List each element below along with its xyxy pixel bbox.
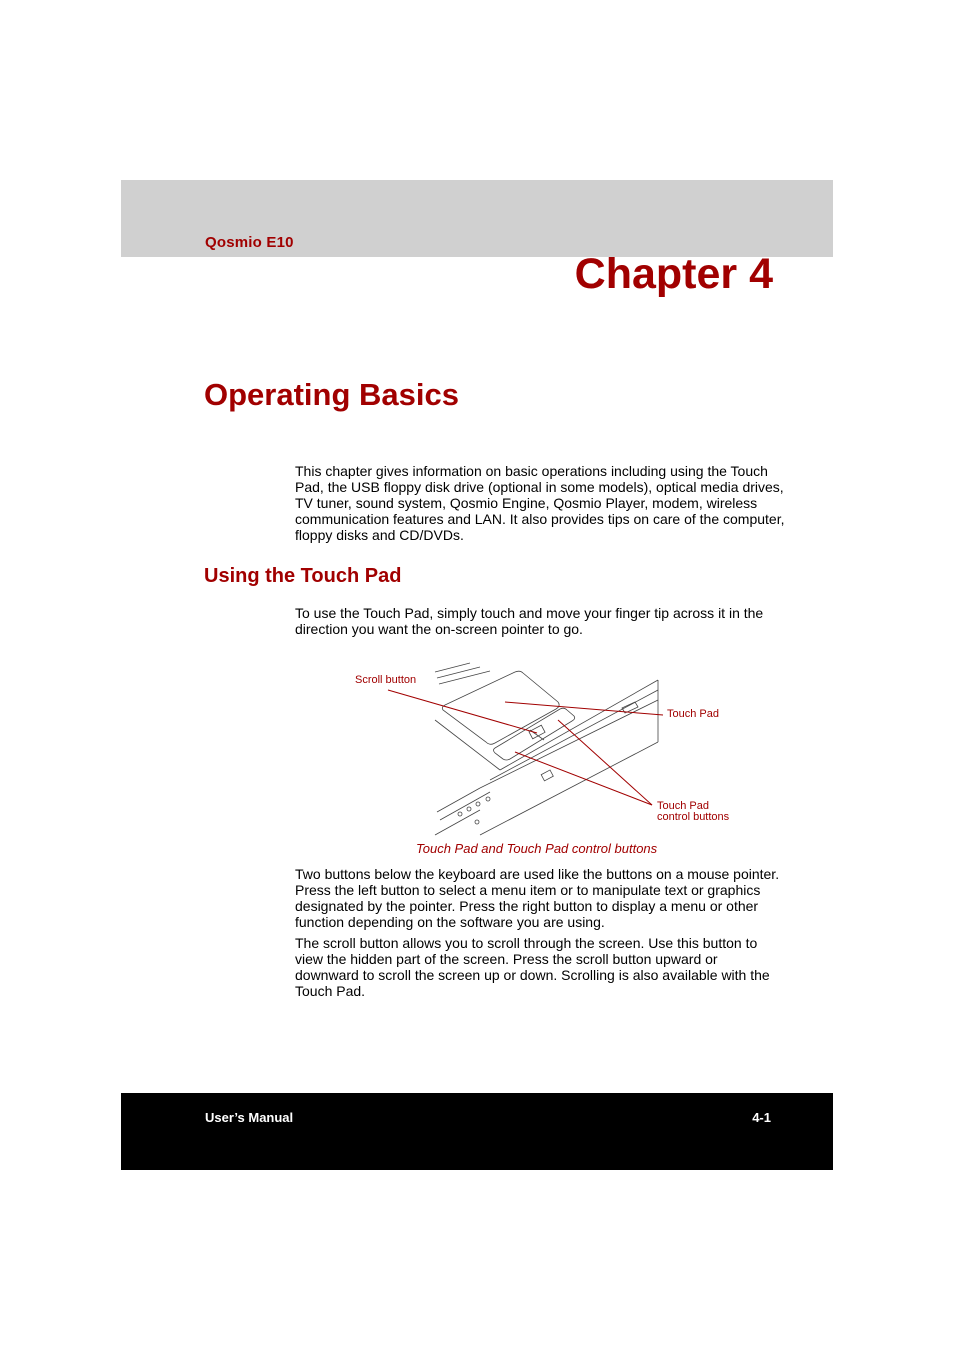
footer-band [121,1093,833,1170]
touchpad-figure [340,660,760,840]
buttons-paragraph: Two buttons below the keyboard are used like the buttons on a mouse pointer. Press the left button to select a menu item or to manipulate text or graphics designated by the pointer. Press the right button to display a menu or other function depending on the software you are using. [295,866,780,930]
intro-paragraph: This chapter gives information on basic operations including using the Touch Pad, the USB floppy disk drive (optional in some models), optical media drives, TV tuner, sound system, Qosmio Engine, Qosmio Player, modem, wireless communication features and LAN. It also provides tips on care of the computer, floppy disks and CD/DVDs. [295,463,785,543]
footer-page-number: 4-1 [752,1110,771,1125]
control-buttons-label-line2: control buttons [657,811,730,823]
touchpad-intro-paragraph: To use the Touch Pad, simply touch and move your finger tip across it in the direction you want the on-screen pointer to go. [295,605,764,637]
product-name: Qosmio E10 [205,234,294,251]
control-buttons-label-line1: Touch Pad [657,800,709,812]
section-title: Operating Basics [204,377,459,412]
figure-caption: Touch Pad and Touch Pad control buttons [416,841,658,856]
footer-manual-title: User’s Manual [205,1110,294,1125]
touch-pad-label: Touch Pad [667,708,719,720]
subsection-title: Using the Touch Pad [204,565,402,587]
scroll-paragraph: The scroll button allows you to scroll through the screen. Use this button to view the hidden part of the screen. Press the scroll button upward or downward to scroll the screen up or down. Scrolling is also available with the Touch Pad. [295,935,770,999]
scroll-button-label: Scroll button [355,674,417,686]
chapter-title: Chapter 4 [574,250,773,298]
